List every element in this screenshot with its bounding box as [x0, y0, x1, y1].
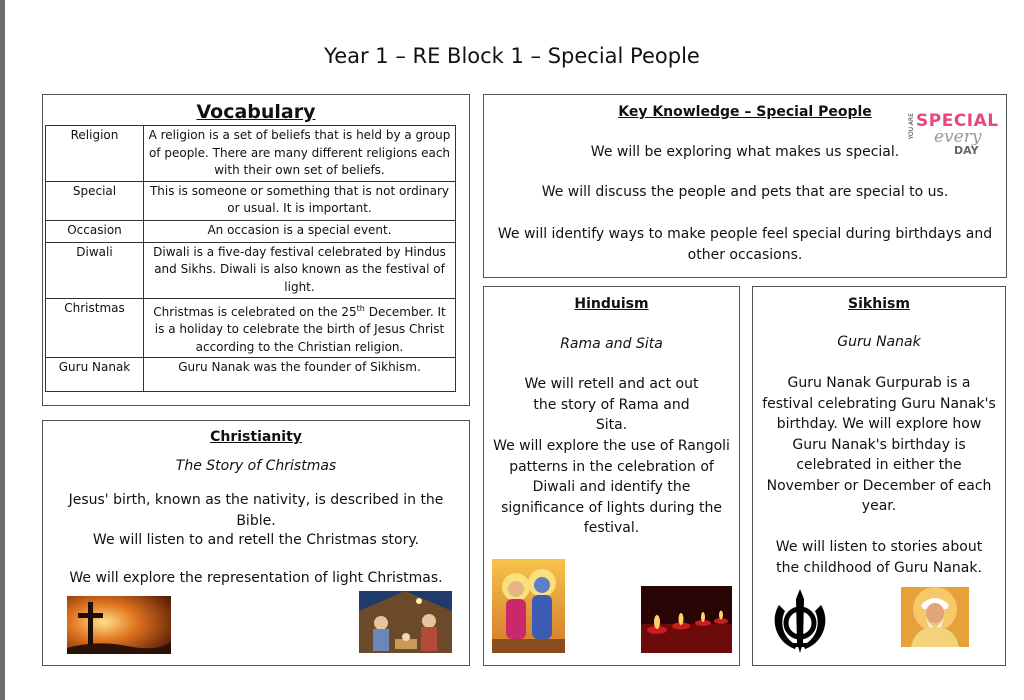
rama-sita-image [492, 559, 565, 653]
vocabulary-table [45, 125, 456, 392]
vocabulary-row [46, 181, 456, 220]
vocabulary-term: Religion [46, 126, 144, 182]
logo-script-text: every [934, 127, 982, 147]
vocabulary-row [46, 242, 456, 298]
vocabulary-row [46, 126, 456, 182]
vocabulary-term: Guru Nanak [46, 358, 144, 392]
diwali-lights-image [641, 586, 732, 653]
christianity-panel [42, 420, 470, 666]
key-knowledge-heading: Key Knowledge – Special People [618, 104, 872, 120]
guru-nanak-image [901, 587, 969, 647]
hinduism-paragraph: We will explore the use of Rangoli patterns in the celebration of Diwali and identify the significance of lights during the festival. [493, 438, 730, 536]
logo-small-text: YOU ARE [908, 113, 915, 140]
vocabulary-term: Diwali [46, 242, 144, 298]
christianity-paragraph: We will listen to and retell the Christmas story. [92, 532, 420, 548]
sikhism-paragraph: We will listen to stories about the childhood of Guru Nanak. [775, 539, 983, 576]
logo-main-text: SPECIAL [916, 111, 999, 131]
vocabulary-panel [42, 94, 470, 406]
christianity-paragraph: We will explore the representation of light Christmas. [69, 570, 443, 586]
vocabulary-heading: Vocabulary [196, 101, 316, 123]
nativity-image [359, 591, 452, 653]
vocabulary-definition: An occasion is a special event. [144, 220, 456, 242]
christianity-paragraph: Jesus' birth, known as the nativity, is described in the Bible. [68, 492, 444, 529]
vocabulary-definition: A religion is a set of beliefs that is held by a group of people. There are many different religions each with their own set of beliefs. [144, 126, 456, 182]
key-knowledge-line: We will discuss the people and pets that are special to us. [541, 184, 949, 200]
vocabulary-row [46, 220, 456, 242]
key-knowledge-line: We will be exploring what makes us special. [590, 144, 900, 160]
hinduism-heading: Hinduism [574, 296, 649, 312]
definition-text: December. It is a holiday to celebrate the birth of Jesus Christ according to the Christian religion. [154, 304, 446, 354]
key-knowledge-panel [483, 94, 1007, 278]
sikhism-subtitle: Guru Nanak [837, 334, 921, 350]
hinduism-panel [483, 286, 740, 666]
page-edge [0, 0, 5, 700]
cross-sunset-image [67, 596, 171, 654]
christianity-heading: Christianity [210, 429, 302, 445]
vocabulary-row [46, 298, 456, 358]
key-knowledge-line: We will identify ways to make people feel special during birthdays and other occasions. [497, 226, 993, 263]
khanda-icon [771, 587, 829, 655]
vocabulary-definition: Diwali is a five-day festival celebrated by Hindus and Sikhs. Diwali is also known as the festival of light. [144, 242, 456, 298]
definition-text: Christmas is celebrated on the 25 [153, 304, 357, 319]
vocabulary-definition: This is someone or something that is not ordinary or usual. It is important. [144, 181, 456, 220]
ordinal-suffix: th [356, 303, 365, 313]
vocabulary-definition [144, 298, 456, 358]
vocabulary-term: Special [46, 181, 144, 220]
page-title: Year 1 – RE Block 1 – Special People [324, 44, 700, 68]
logo-end-text: DAY [954, 144, 979, 157]
christianity-subtitle: The Story of Christmas [175, 458, 337, 474]
vocabulary-row [46, 358, 456, 392]
hinduism-subtitle: Rama and Sita [560, 336, 663, 352]
hinduism-paragraph: We will retell and act out the story of Rama and Sita. [524, 376, 699, 433]
vocabulary-term: Occasion [46, 220, 144, 242]
vocabulary-term: Christmas [46, 298, 144, 358]
vocabulary-definition: Guru Nanak was the founder of Sikhism. [144, 358, 456, 392]
special-every-day-logo [908, 111, 999, 159]
sikhism-paragraph: Guru Nanak Gurpurab is a festival celebrating Guru Nanak's birthday. We will explore how Guru Nanak's birthday is celebrated in either the November or December of each year. [762, 375, 996, 514]
sikhism-panel [752, 286, 1006, 666]
sikhism-heading: Sikhism [848, 296, 910, 312]
